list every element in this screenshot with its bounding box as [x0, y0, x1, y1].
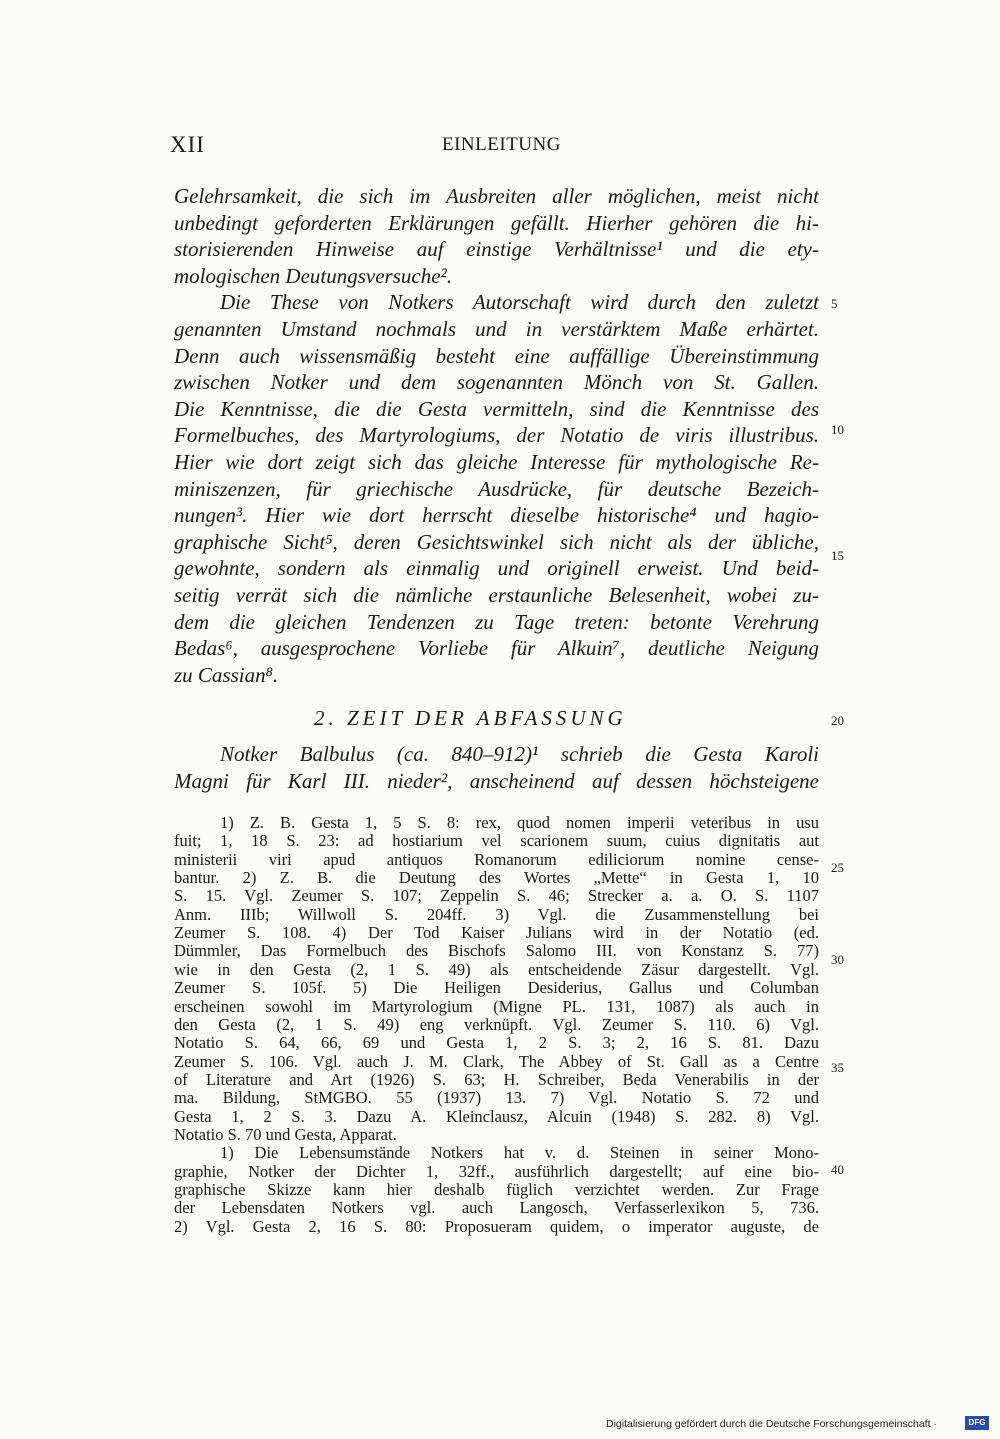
footnote-line: Notatio S. 64, 66, 69 und Gesta 1, 2 S. 3; 2, 16 S. 81. Dazu [174, 1034, 819, 1053]
footnote-line: ma. Bildung, StMGBO. 55 (1937) 13. 7) Vgl. Notatio S. 72 und [174, 1089, 819, 1108]
footnote-line: der Lebensdaten Notkers vgl. auch Langosch, Verfasserlexikon 5, 736. [174, 1199, 819, 1218]
text-line: zu Cassian⁸. [174, 662, 279, 687]
margin-line-number: 5 [831, 296, 838, 311]
digitization-credit: Digitalisierung gefördert durch die Deutsche Forschungsgemeinschaft · [606, 1418, 937, 1430]
footnote-line: erscheinen sowohl im Martyrologium (Migne PL. 131, 1087) als auch in [174, 997, 819, 1016]
footnote-line: of Literature and Art (1926) S. 63; H. Schreiber, Beda Venerabilis in der [174, 1070, 819, 1089]
text-line: Formelbuches, des Martyrologiums, der Notatio de viris illustribus. [174, 423, 819, 448]
text-line: Magni für Karl III. nieder², anscheinend auf dessen höchsteigene [174, 769, 819, 793]
footnote-line: Zeumer S. 108. 4) Der Tod Kaiser Julians wird in der Notatio (ed. [174, 924, 819, 943]
dfg-logo: DFG [965, 1416, 989, 1430]
text-line: mologischen Deutungsversuche². [174, 263, 453, 288]
margin-line-number: 10 [831, 422, 844, 437]
footnote-line: Zeumer S. 106. Vgl. auch J. M. Clark, The Abbey of St. Gall as a Centre [174, 1052, 819, 1071]
section-heading: 2. ZEIT DER ABFASSUNG [314, 706, 627, 730]
footnote-line: 2) Vgl. Gesta 2, 16 S. 80: Proposueram quidem, o imperator auguste, de [174, 1217, 819, 1236]
margin-line-number: 20 [831, 713, 844, 728]
footnote-line: 1) Z. B. Gesta 1, 5 S. 8: rex, quod nomen imperii veteribus in usu [220, 814, 819, 832]
text-line: Gelehrsamkeit, die sich im Ausbreiten aller möglichen, meist nicht [174, 184, 819, 208]
footnote-line: bantur. 2) Z. B. die Deutung des Wortes „Mette“ in Gesta 1, 10 [174, 869, 819, 888]
text-line: Denn auch wissensmäßig besteht eine auffällige Übereinstimmung [174, 343, 819, 368]
text-line: graphische Sicht⁵, deren Gesichtswinkel sich nicht als der übliche, [174, 529, 819, 554]
footnote-line: Zeumer S. 105f. 5) Die Heiligen Desiderius, Gallus und Columban [174, 979, 819, 998]
page-number: XII [170, 132, 205, 157]
footnote-line: fuit; 1, 18 S. 23: ad hostiarium vel scarionem suum, cuius dignitatis aut [174, 832, 819, 851]
footnote-line: Anm. IIIb; Willwoll S. 204ff. 3) Vgl. die Zusammenstellung bei [174, 905, 819, 924]
margin-line-number: 35 [831, 1060, 844, 1075]
text-line: dem die gleichen Tendenzen zu Tage treten: betonte Verehrung [174, 609, 819, 634]
text-line: zwischen Notker und dem sogenannten Mönch von St. Gallen. [174, 370, 819, 395]
margin-line-number: 40 [831, 1162, 844, 1177]
footnote-line: S. 15. Vgl. Zeumer S. 107; Zeppelin S. 46; Strecker a. a. O. S. 1107 [174, 887, 819, 906]
text-line: Hier wie dort zeigt sich das gleiche Interesse für mythologische Re- [174, 450, 819, 474]
text-line: gewohnte, sondern als einmalig und originell erweist. Und beid- [174, 556, 819, 581]
margin-line-number: 15 [831, 548, 844, 563]
margin-line-number: 30 [831, 952, 844, 967]
text-line: Die These von Notkers Autorschaft wird durch den zuletzt [220, 290, 819, 315]
page-header [170, 132, 820, 162]
text-line: storisierenden Hinweise auf einstige Verhältnisse¹ und die ety- [174, 237, 819, 262]
margin-line-number: 25 [831, 860, 844, 875]
text-line: nungen³. Hier wie dort herrscht dieselbe historische⁴ und hagio- [174, 503, 819, 528]
footnote-line: graphische Skizze kann hier deshalb füglich verzichtet werden. Zur Frage [174, 1181, 819, 1199]
footnote-line: den Gesta (2, 1 S. 49) eng verknüpft. Vgl. Zeumer S. 110. 6) Vgl. [174, 1015, 819, 1034]
footnote-line: Dümmler, Das Formelbuch des Bischofs Salomo III. von Konstanz S. 77) [174, 942, 819, 961]
text-line: Die Kenntnisse, die die Gesta vermitteln, sind die Kenntnisse des [174, 396, 819, 421]
footnote-line: wie in den Gesta (2, 1 S. 49) als entscheidende Zäsur dargestellt. Vgl. [174, 960, 819, 979]
running-head: EINLEITUNG [442, 134, 561, 155]
footnote-line: 1) Die Lebensumstände Notkers hat v. d. Steinen in seiner Mono- [220, 1144, 819, 1163]
text-line: miniszenzen, für griechische Ausdrücke, für deutsche Bezeich- [174, 476, 819, 501]
text-line: seitig verrät sich die nämliche erstaunliche Belesenheit, wobei zu- [174, 583, 819, 607]
footnote-line: ministerii viri apud antiquos Romanorum ediliciorum nomine cense- [174, 850, 819, 869]
footnote-line: Gesta 1, 2 S. 3. Dazu A. Kleinclausz, Alcuin (1948) S. 282. 8) Vgl. [174, 1107, 819, 1126]
footnote-line: Notatio S. 70 und Gesta, Apparat. [174, 1125, 397, 1144]
text-line: genannten Umstand nochmals und in verstärktem Maße erhärtet. [174, 317, 819, 341]
text-line: unbedingt geforderten Erklärungen gefällt. Hierher gehören die hi- [174, 210, 819, 235]
text-line: Bedas⁶, ausgesprochene Vorliebe für Alkuin⁷, deutliche Neigung [174, 636, 819, 661]
footnote-line: graphie, Notker der Dichter 1, 32ff., ausführlich dargestellt; auf eine bio- [174, 1162, 819, 1181]
text-line: Notker Balbulus (ca. 840–912)¹ schrieb die Gesta Karoli [220, 742, 819, 766]
